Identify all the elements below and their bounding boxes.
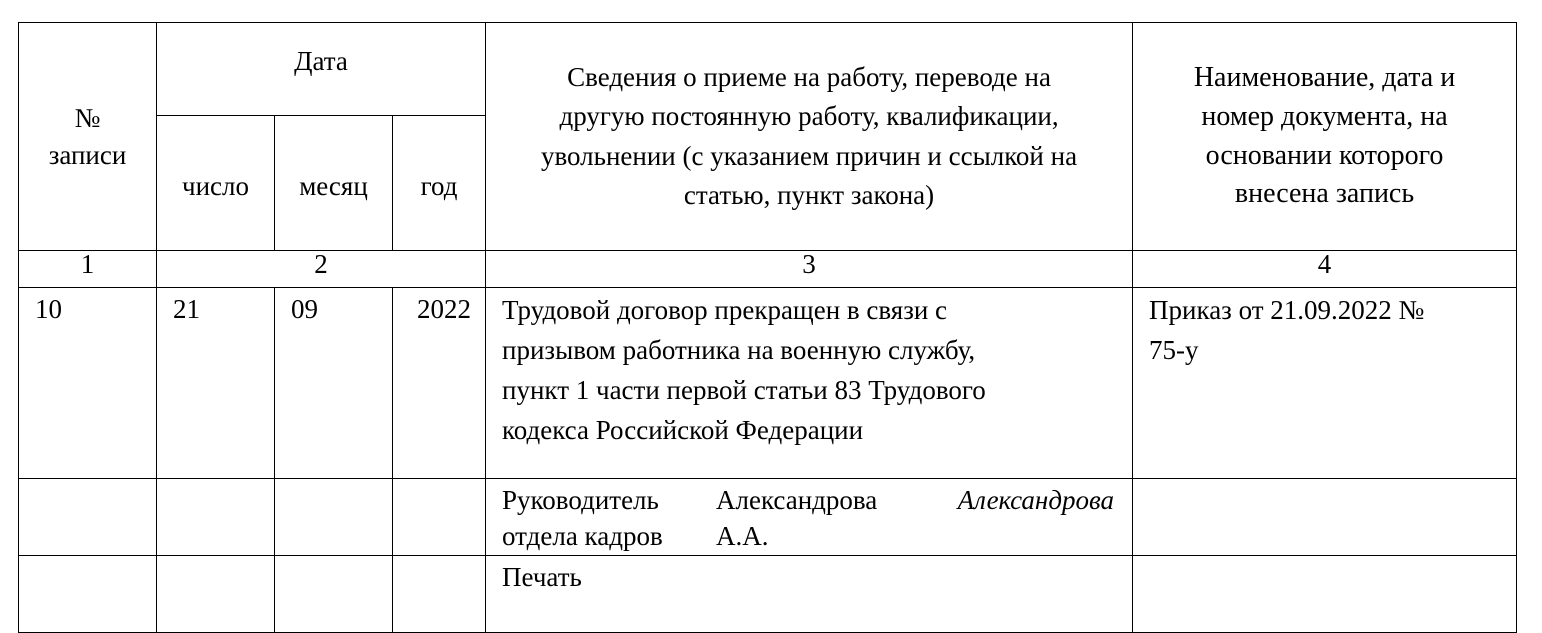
stamp-empty-2 xyxy=(157,556,275,633)
header-month: месяц xyxy=(275,116,393,251)
stamp-empty-6 xyxy=(1133,556,1517,633)
entry-day-cell xyxy=(157,288,275,479)
signature-empty-2 xyxy=(157,479,275,556)
header-date: Дата xyxy=(157,23,486,116)
header-doc-line-3: основании которого xyxy=(1205,139,1444,171)
signature-cell xyxy=(486,479,1133,556)
entry-record-number: 10 xyxy=(35,294,62,324)
entry-text-line-2: призывом работника на военную службу, xyxy=(502,334,976,365)
column-number-2: 2 xyxy=(157,251,486,288)
entry-document xyxy=(1133,288,1516,371)
entry-month: 09 xyxy=(291,294,318,324)
entry-year: 2022 xyxy=(417,294,472,324)
header-info-line-1: Сведения о приеме на работу, переводе на xyxy=(567,62,1051,93)
signature-empty-1 xyxy=(19,479,157,556)
header-doc-line-2: номер документа, на xyxy=(1201,100,1448,132)
signature-empty-3 xyxy=(275,479,393,556)
header-info-line-4: статью, пункт закона) xyxy=(683,179,935,210)
signature-empty-4 xyxy=(393,479,486,556)
header-record-number xyxy=(19,23,157,251)
column-number-4: 4 xyxy=(1133,251,1517,288)
entry-text xyxy=(486,288,1132,451)
header-info-line-2: другую постоянную работу, квалификации, xyxy=(559,101,1059,132)
entry-text-cell xyxy=(486,288,1133,479)
stamp-label: Печать xyxy=(502,562,582,592)
signature-line-1 xyxy=(502,482,1114,518)
stamp-empty-3 xyxy=(275,556,393,633)
signature-empty-6 xyxy=(1133,479,1517,556)
stamp-empty-4 xyxy=(393,556,486,633)
stamp-cell xyxy=(486,556,1133,633)
column-number-1: 1 xyxy=(19,251,157,288)
header-info-line-3: увольнении (с указанием причин и ссылкой на xyxy=(540,140,1078,171)
header-record-number-line-1: № xyxy=(74,102,101,133)
header-year: год xyxy=(393,116,486,251)
signature-position-2: отдела кадров xyxy=(502,521,663,552)
signature-position-1: Руководитель xyxy=(502,485,659,515)
signature-block xyxy=(486,479,1132,555)
entry-row xyxy=(19,288,1517,479)
header-doc-line-1: Наименование, дата и xyxy=(1193,62,1456,94)
signature-row xyxy=(19,479,1517,556)
work-record-table xyxy=(18,22,1517,633)
entry-document-cell xyxy=(1133,288,1517,479)
column-number-row xyxy=(19,251,1517,288)
signature-name-2: А.А. xyxy=(716,521,769,552)
column-number-3: 3 xyxy=(486,251,1133,288)
entry-text-line-1: Трудовой договор прекращен в связи с xyxy=(502,295,948,325)
header-day: число xyxy=(157,116,275,251)
header-document xyxy=(1133,23,1517,251)
entry-text-line-3: пункт 1 части первой статьи 83 Трудового xyxy=(502,374,986,405)
entry-day: 21 xyxy=(173,294,200,324)
header-doc-line-4: внесена запись xyxy=(1234,178,1415,210)
stamp-row xyxy=(19,556,1517,633)
handwritten-signature: Александрова xyxy=(957,485,1115,515)
header-record-number-line-2: записи xyxy=(48,139,127,170)
entry-record-number-cell xyxy=(19,288,157,479)
entry-document-line-1: Приказ от 21.09.2022 № xyxy=(1149,295,1425,325)
entry-document-line-2: 75-у xyxy=(1149,334,1199,365)
signature-line-2 xyxy=(502,518,1114,554)
entry-month-cell xyxy=(275,288,393,479)
header-record-info xyxy=(486,23,1133,251)
entry-year-cell xyxy=(393,288,486,479)
entry-text-line-4: кодекса Российской Федерации xyxy=(502,414,864,445)
signature-name-1: Александрова xyxy=(716,485,878,515)
header-row-top xyxy=(19,23,1517,116)
stamp-empty-1 xyxy=(19,556,157,633)
